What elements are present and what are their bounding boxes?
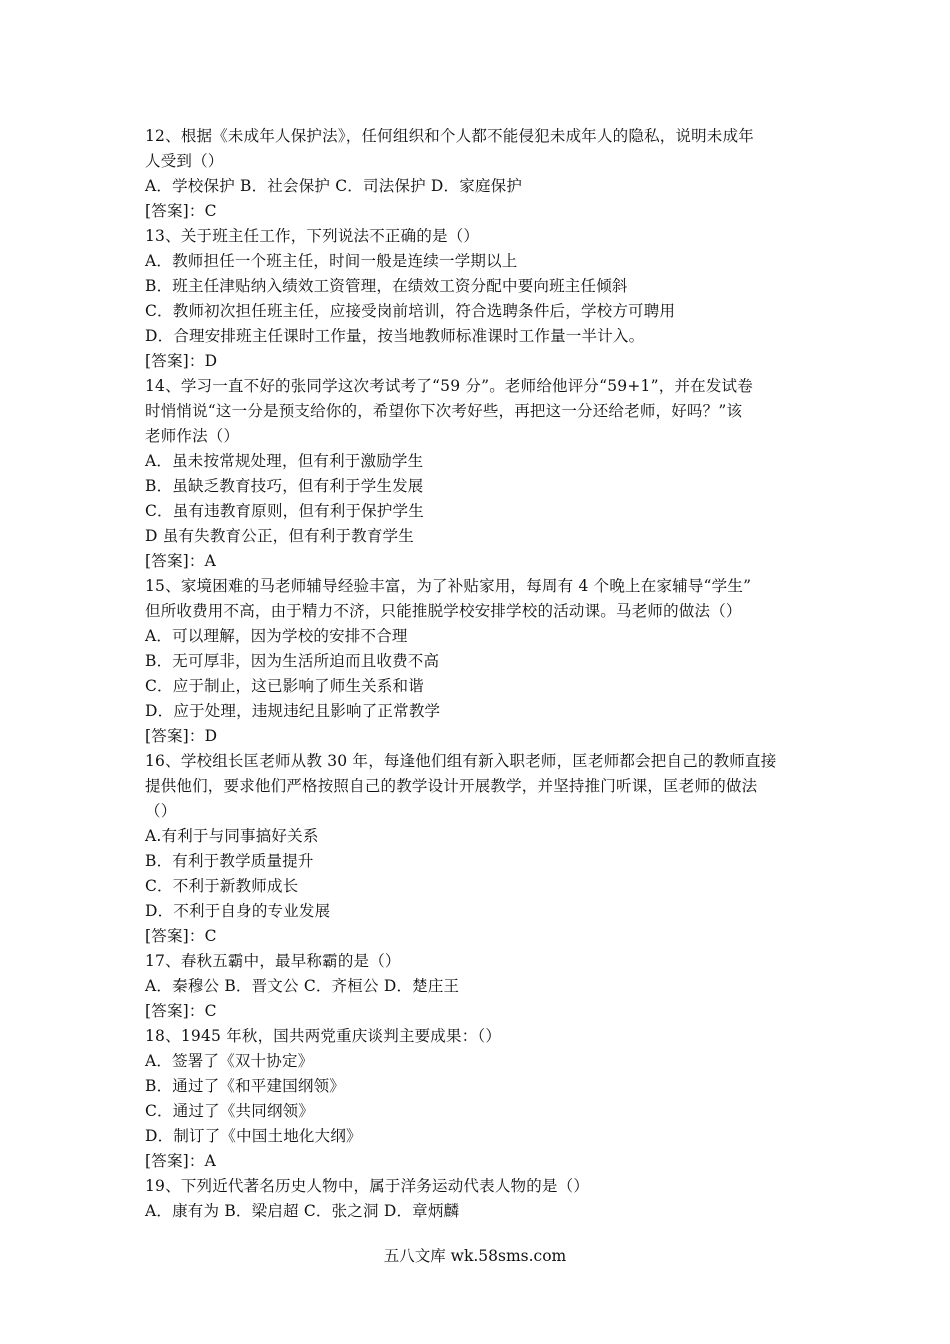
question-18-option-a: A．签署了《双十协定》 xyxy=(145,1052,314,1070)
question-18-option-b: B．通过了《和平建国纲领》 xyxy=(145,1077,345,1095)
question-14-text: 14、学习一直不好的张同学这次考试考了“59 分”。老师给他评分“59+1”，并在发试卷 xyxy=(145,377,753,395)
question-12-text: 12、根据《未成年人保护法》，任何组织和个人都不能侵犯未成年人的隐私，说明未成年 xyxy=(145,127,754,145)
question-16-text-cont: 提供他们，要求他们严格按照自己的教学设计开展教学，并坚持推门听课，匡老师的做法 xyxy=(145,777,758,795)
question-16-text-cont: （） xyxy=(145,802,177,820)
question-13-option-b: B．班主任津贴纳入绩效工资管理，在绩效工资分配中要向班主任倾斜 xyxy=(145,277,628,295)
question-12-options: A．学校保护 B．社会保护 C．司法保护 D．家庭保护 xyxy=(145,177,523,195)
question-12-text-cont: 人受到（） xyxy=(145,152,224,170)
question-16-option-a: A.有利于与同事搞好关系 xyxy=(145,827,319,845)
question-13-option-a: A．教师担任一个班主任，时间一般是连续一学期以上 xyxy=(145,252,518,270)
question-14-text-cont: 老师作法（） xyxy=(145,427,240,445)
question-14-option-c: C．虽有违教育原则，但有利于保护学生 xyxy=(145,502,424,520)
question-15-answer: [答案]：D xyxy=(145,727,218,745)
question-13-answer: [答案]：D xyxy=(145,352,218,370)
question-13-option-c: C．教师初次担任班主任，应接受岗前培训，符合选聘条件后，学校方可聘用 xyxy=(145,302,676,320)
question-15-text-cont: 但所收费用不高，由于精力不济，只能推脱学校安排学校的活动课。马老师的做法（） xyxy=(145,602,742,620)
question-16-option-c: C．不利于新教师成长 xyxy=(145,877,299,895)
question-15-option-b: B．无可厚非，因为生活所迫而且收费不高 xyxy=(145,652,440,670)
question-16-option-d: D．不利于自身的专业发展 xyxy=(145,902,331,920)
question-15-option-c: C．应于制止，这已影响了师生关系和谐 xyxy=(145,677,424,695)
question-18-option-d: D．制订了《中国土地化大纲》 xyxy=(145,1127,362,1145)
question-17-options: A．秦穆公 B．晋文公 C．齐桓公 D．楚庄王 xyxy=(145,977,460,995)
question-19-text: 19、下列近代著名历史人物中，属于洋务运动代表人物的是（） xyxy=(145,1177,590,1195)
question-15-text: 15、家境困难的马老师辅导经验丰富，为了补贴家用，每周有 4 个晚上在家辅导“学生” xyxy=(145,577,752,595)
question-17-answer: [答案]：C xyxy=(145,1002,217,1020)
question-15-option-a: A．可以理解，因为学校的安排不合理 xyxy=(145,627,408,645)
question-18-text: 18、1945 年秋，国共两党重庆谈判主要成果：（） xyxy=(145,1027,502,1045)
question-17-text: 17、春秋五霸中，最早称霸的是（） xyxy=(145,952,401,970)
question-15-option-d: D．应于处理，违规违纪且影响了正常教学 xyxy=(145,702,441,720)
question-12-answer: [答案]：C xyxy=(145,202,217,220)
question-13-text: 13、关于班主任工作，下列说法不正确的是（） xyxy=(145,227,480,245)
question-19-options: A．康有为 B．梁启超 C．张之洞 D．章炳麟 xyxy=(145,1202,460,1220)
question-14-option-a: A．虽未按常规处理，但有利于激励学生 xyxy=(145,452,424,470)
page-footer: 五八文库 wk.58sms.com xyxy=(383,1247,567,1265)
document-body xyxy=(145,124,815,1224)
question-14-answer: [答案]：A xyxy=(145,552,216,570)
question-16-text: 16、学校组长匡老师从教 30 年，每逢他们组有新入职老师，匡老师都会把自己的教师直接 xyxy=(145,752,777,770)
question-14-text-cont: 时悄悄说“这一分是预支给你的，希望你下次考好些，再把这一分还给老师，好吗？”该 xyxy=(145,402,743,420)
question-14-option-d: D 虽有失教育公正，但有利于教育学生 xyxy=(145,527,414,545)
question-18-answer: [答案]：A xyxy=(145,1152,216,1170)
question-18-option-c: C．通过了《共同纲领》 xyxy=(145,1102,315,1120)
question-14-option-b: B．虽缺乏教育技巧，但有利于学生发展 xyxy=(145,477,424,495)
question-16-answer: [答案]：C xyxy=(145,927,217,945)
question-13-option-d: D．合理安排班主任课时工作量，按当地教师标准课时工作量一半计入。 xyxy=(145,327,645,345)
question-16-option-b: B．有利于教学质量提升 xyxy=(145,852,314,870)
